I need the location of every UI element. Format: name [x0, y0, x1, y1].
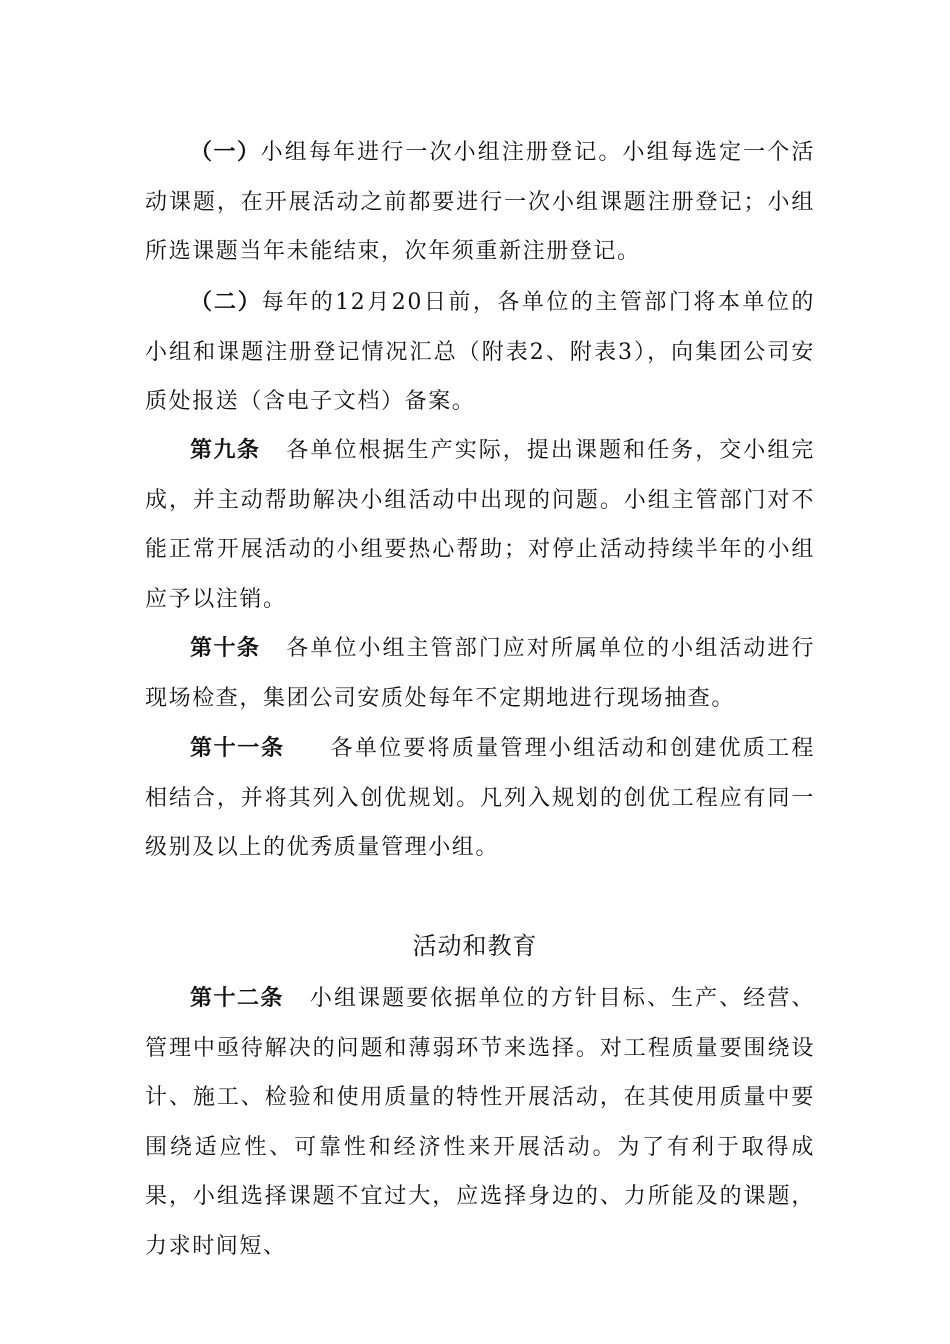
clause-two-label: （二） — [190, 289, 262, 315]
article-11-text: 各单位要将质量管理小组活动和创建优质工程相结合，并将其列入创优规划。凡列入规划的创优工程应有同一级别及以上的优秀质量管理小组。 — [145, 736, 815, 860]
article-12-paragraph — [145, 974, 815, 1271]
article-11-label: 第十一条 — [190, 735, 285, 761]
clause-one-text: 小组每年进行一次小组注册登记。小组每选定一个活动课题，在开展活动之前都要进行一次小组课题注册登记；小组所选课题当年未能结束，次年须重新注册登记。 — [145, 140, 815, 264]
clause-one-label: （一） — [190, 139, 261, 165]
article-11-paragraph — [145, 724, 815, 873]
clause-two-paragraph — [145, 278, 815, 427]
article-10-label: 第十条 — [190, 635, 261, 661]
article-10-text: 各单位小组主管部门应对所属单位的小组活动进行现场检查，集团公司安质处每年不定期地进行现场抽查。 — [145, 636, 815, 711]
section-heading: 活动和教育 — [412, 932, 538, 960]
clause-two-text: 每年的12月20日前，各单位的主管部门将本单位的小组和课题注册登记情况汇总（附表2、附表3），向集团公司安质处报送（含电子文档）备案。 — [145, 290, 815, 414]
article-10-paragraph — [145, 624, 815, 723]
article-9-text: 各单位根据生产实际，提出课题和任务，交小组完成，并主动帮助解决小组活动中出现的问题。小组主管部门对不能正常开展活动的小组要热心帮助；对停止活动持续半年的小组应予以注销。 — [145, 438, 815, 612]
article-9-paragraph — [145, 426, 815, 624]
article-12-text: 小组课题要依据单位的方针目标、生产、经营、管理中亟待解决的问题和薄弱环节来选择。对工程质量要围绕设计、施工、检验和使用质量的特性开展活动，在其使用质量中要围绕适应性、可靠性和经济性来开展活动。为了有利于取得成果，小组选择课题不宜过大，应选择身边的、力所能及的课题，力求时间短、 — [145, 986, 815, 1259]
article-12-label: 第十二条 — [190, 985, 284, 1011]
article-9-label: 第九条 — [190, 437, 261, 463]
clause-one-paragraph — [145, 128, 815, 277]
